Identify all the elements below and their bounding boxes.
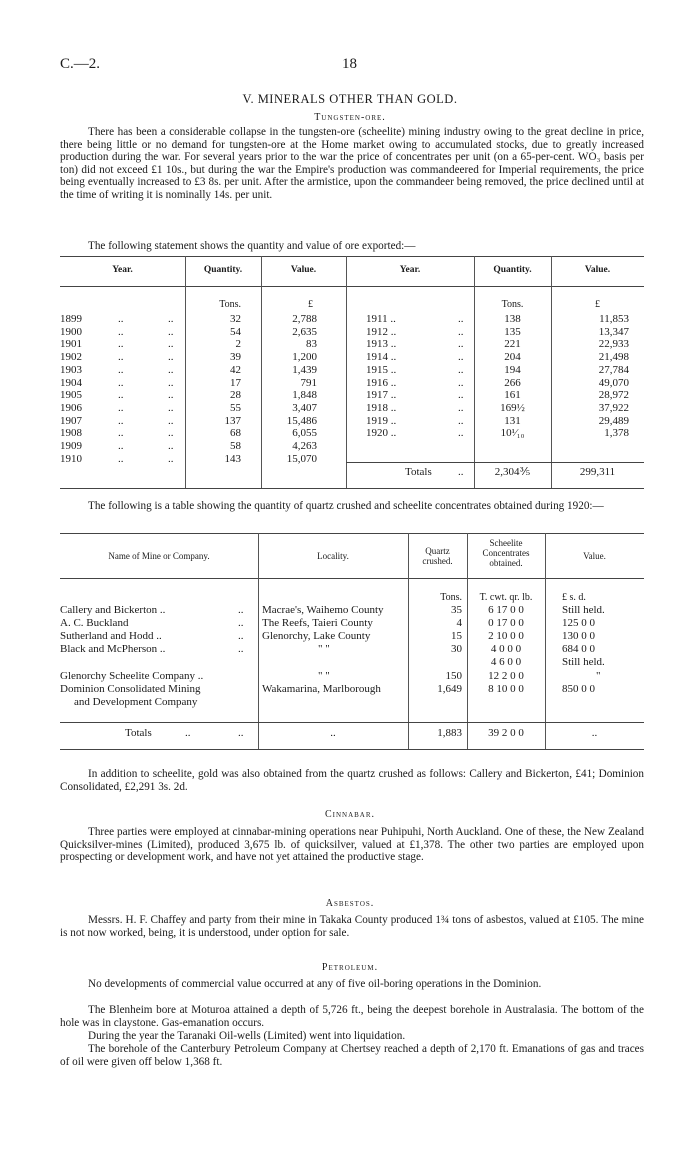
export-quantity: 39 — [230, 351, 241, 364]
col-scheelite-line1: Scheelite — [489, 538, 523, 548]
quartz-mine: Black and McPherson .. — [60, 643, 166, 656]
export-value: 37,922 — [598, 401, 629, 414]
export-year: 1905 — [60, 389, 82, 402]
tungsten-paragraph: There has been a considerable collapse in the tungsten-ore (scheelite) mining industry owing to the great decline in price, there being little or no demand for tungsten-ore at the Home market owing to accumulated stocks, due to greatly increased production during the war. For several years prior to the war the price of concentrates per unit (on a 65-per-cent. WO₃ basis per ton) did not exceed £1 10s., but during the war the Empire's production was commandeered for Imperial requirements, the price being eventually increased to £3 8s. per unit. After the armistice, upon the commandeer being removed, the price declined until at the time of writing it is nominally 14s. per unit. — [60, 126, 644, 201]
export-year: 1907 — [60, 414, 82, 427]
export-year: 1910 — [60, 452, 82, 465]
quartz-totals-quartz: 1,883 — [437, 727, 462, 739]
leader-dots: .. — [168, 313, 174, 325]
export-quantity: 143 — [224, 452, 241, 465]
export-value: 3,407 — [292, 401, 317, 414]
scheelite-obtained: 2 10 0 0 — [488, 630, 524, 643]
leader-dots: .. — [168, 427, 174, 440]
leader-dots: .. — [458, 427, 464, 440]
document-reference: C.—2. — [60, 56, 101, 72]
leader-dots: .. — [458, 313, 464, 325]
col-scheelite — [467, 538, 545, 568]
export-quantity: 138 — [504, 313, 521, 325]
quartz-crushed: 35 — [451, 604, 462, 616]
section-title: V. MINERALS OTHER THAN GOLD. — [242, 92, 458, 106]
export-quantity: 32 — [230, 313, 241, 325]
export-value: 2,635 — [292, 325, 317, 338]
quartz-mine: A. C. Buckland — [60, 617, 129, 630]
leader-dots: .. — [168, 325, 174, 338]
unit-pounds: £ — [308, 299, 313, 310]
leader-dots: .. — [458, 414, 464, 427]
quartz-value: 130 0 0 — [562, 630, 595, 643]
quartz-totals-value: .. — [591, 727, 598, 739]
export-quantity: 169½ — [500, 401, 525, 414]
cinnabar-heading: Cinnabar. — [324, 809, 376, 820]
quartz-locality: Macrae's, Waihemo County — [262, 604, 384, 616]
scheelite-obtained: 4 6 0 0 — [490, 656, 522, 669]
export-quantity: 54 — [230, 325, 241, 338]
gold-note: In addition to scheelite, gold was also obtained from the quartz crushed as follows: Callery and Bickerton, £41; Dominion Consolidated, £2,291 3s. 2d. — [60, 768, 644, 793]
export-quantity: 266 — [504, 376, 521, 389]
export-value: 22,933 — [598, 338, 629, 351]
leader-dots: .. — [168, 338, 174, 351]
unit-pounds-2: £ — [595, 299, 600, 310]
export-year: 1902 — [60, 351, 82, 364]
export-value: 15,070 — [286, 452, 317, 465]
scheelite-obtained: 8 10 0 0 — [488, 682, 524, 695]
leader-dots: .. — [118, 338, 124, 351]
leader-dots: .. — [458, 376, 464, 389]
leader-dots: .. — [118, 389, 124, 402]
export-value: 27,784 — [598, 363, 629, 376]
col-quartz — [408, 546, 467, 566]
quartz-totals-scheelite: 39 2 0 0 — [488, 727, 524, 739]
totals-dots: .. — [458, 466, 464, 478]
leader-dots: .. — [458, 325, 464, 338]
quartz-value: Still held. — [562, 656, 605, 669]
leader-dots: .. — [168, 414, 174, 427]
quartz-intro: The following is a table showing the quantity of quartz crushed and scheelite concentrates obtained during 1920:— — [88, 500, 604, 512]
quartz-value: 125 0 0 — [562, 617, 595, 630]
export-quantity: 194 — [504, 363, 521, 376]
cinnabar-paragraph: Three parties were employed at cinnabar-mining operations near Puhipuhi, North Auckland. One of these, the New Zealand Quicksilver-mines (Limited), produced 3,675 lb. of quicksilver, valued at £1,378. The other two parties are employed upon prospecting or development work, and have not yet attained the productive stage. — [60, 826, 644, 864]
quartz-crushed: 1,649 — [437, 682, 462, 695]
quartz-crushed: 4 — [456, 617, 462, 630]
export-year: 1900 — [60, 325, 82, 338]
leader-dots: .. — [118, 452, 124, 465]
export-value: 83 — [306, 338, 317, 351]
export-year: 1906 — [60, 401, 82, 414]
quartz-value: " — [596, 669, 601, 682]
export-value: 791 — [300, 376, 317, 389]
quartz-locality: Wakamarina, Marlborough — [262, 682, 381, 695]
export-quantity: 135 — [504, 325, 521, 338]
export-year: 1909 — [60, 440, 82, 452]
leader-dots: .. — [118, 376, 124, 389]
export-quantity: 137 — [224, 414, 241, 427]
export-quantity: 10¹⁄₁₀ — [500, 427, 525, 440]
export-value: 1,378 — [604, 427, 629, 440]
export-value: 2,788 — [292, 313, 317, 325]
export-quantity: 161 — [504, 389, 521, 402]
export-quantity: 55 — [230, 401, 241, 414]
col-quartz-line2: crushed. — [422, 556, 453, 566]
leader-dots: .. — [238, 643, 244, 656]
unit-tons-2: Tons. — [501, 299, 524, 310]
col-year-2: Year. — [399, 265, 421, 275]
leader-dots: .. — [118, 363, 124, 376]
export-value: 13,347 — [598, 325, 629, 338]
leader-dots: .. — [238, 617, 244, 630]
quartz-mine: and Development Company — [74, 695, 198, 708]
export-value: 49,070 — [598, 376, 629, 389]
quartz-locality: Glenorchy, Lake County — [262, 630, 371, 643]
scheelite-obtained: 6 17 0 0 — [488, 604, 524, 616]
quartz-unit: Tons. — [440, 592, 462, 603]
leader-dots: .. — [458, 363, 464, 376]
export-quantity: 17 — [230, 376, 241, 389]
petroleum-p1: No developments of commercial value occurred at any of five oil-boring operations in the Dominion. — [88, 978, 542, 990]
export-year: 1903 — [60, 363, 82, 376]
export-year: 1917 .. — [366, 389, 397, 402]
leader-dots: .. — [118, 427, 124, 440]
leader-dots: .. — [168, 440, 174, 452]
asbestos-heading: Asbestos. — [325, 898, 375, 909]
export-value: 29,489 — [598, 414, 629, 427]
quartz-locality: " " — [318, 643, 330, 656]
export-value: 1,439 — [292, 363, 317, 376]
export-year: 1919 .. — [366, 414, 397, 427]
quartz-totals-dots1: .. — [185, 727, 191, 739]
export-year: 1899 — [60, 313, 82, 325]
petroleum-p4: The borehole of the Canterbury Petroleum Company at Chertsey reached a depth of 2,170 ft. Emanations of gas and traces of oil were given off below 1,368 ft. — [60, 1043, 644, 1068]
leader-dots: .. — [168, 363, 174, 376]
quartz-mine: Sutherland and Hodd .. — [60, 630, 162, 643]
leader-dots: .. — [168, 389, 174, 402]
leader-dots: .. — [118, 313, 124, 325]
quartz-crushed: 150 — [445, 669, 462, 682]
leader-dots: .. — [458, 351, 464, 364]
quartz-crushed: 30 — [451, 643, 462, 656]
export-quantity: 58 — [230, 440, 241, 452]
totals-label: Totals — [405, 466, 432, 478]
petroleum-heading: Petroleum. — [321, 962, 379, 973]
leader-dots: .. — [118, 351, 124, 364]
export-year: 1916 .. — [366, 376, 397, 389]
col-mine: Name of Mine or Company. — [108, 551, 210, 561]
col-value-quartz: Value. — [583, 551, 606, 561]
page-number: 18 — [342, 56, 357, 72]
unit-tons: Tons. — [219, 299, 241, 310]
leader-dots: .. — [168, 401, 174, 414]
export-quantity: 42 — [230, 363, 241, 376]
export-quantity: 221 — [504, 338, 521, 351]
quartz-mine: Dominion Consolidated Mining — [60, 682, 201, 695]
col-quantity-2: Quantity. — [493, 265, 532, 275]
export-quantity: 131 — [504, 414, 521, 427]
col-value: Value. — [290, 265, 317, 275]
export-value: 21,498 — [598, 351, 629, 364]
export-year: 1913 .. — [366, 338, 397, 351]
totals-value: 299,311 — [579, 466, 616, 478]
totals-quantity: 2,304⅗ — [494, 466, 531, 478]
quartz-totals-locality: .. — [330, 727, 336, 739]
leader-dots: .. — [168, 376, 174, 389]
petroleum-p3: During the year the Taranaki Oil-wells (Limited) went into liquidation. — [88, 1030, 406, 1042]
leader-dots: .. — [458, 389, 464, 402]
col-year: Year. — [112, 265, 133, 275]
leader-dots: .. — [118, 401, 124, 414]
quartz-mine: Glenorchy Scheelite Company .. — [60, 669, 204, 682]
export-year: 1920 .. — [366, 427, 397, 440]
col-scheelite-line3: obtained. — [489, 558, 523, 568]
leader-dots: .. — [458, 338, 464, 351]
export-year: 1901 — [60, 338, 82, 351]
quartz-totals-label: Totals — [125, 727, 152, 739]
leader-dots: .. — [118, 414, 124, 427]
quartz-value: 684 0 0 — [562, 643, 595, 656]
petroleum-p2: The Blenheim bore at Moturoa attained a depth of 5,726 ft., being the deepest borehole in Australasia. The bottom of the hole was in claystone. Gas-emanation occurs. — [60, 1004, 644, 1029]
quartz-crushed: 15 — [451, 630, 462, 643]
export-year: 1904 — [60, 376, 82, 389]
leader-dots: .. — [458, 401, 464, 414]
export-quantity: 204 — [504, 351, 521, 364]
leader-dots: .. — [238, 630, 244, 643]
col-locality: Locality. — [317, 551, 349, 561]
leader-dots: .. — [168, 452, 174, 465]
export-year: 1908 — [60, 427, 82, 440]
export-value: 4,263 — [292, 440, 317, 452]
export-value: 28,972 — [598, 389, 629, 402]
export-year: 1918 .. — [366, 401, 397, 414]
leader-dots: .. — [118, 325, 124, 338]
quartz-totals-dots2: .. — [238, 727, 244, 739]
scheelite-unit: T. cwt. qr. lb. — [479, 592, 533, 603]
export-intro: The following statement shows the quantity and value of ore exported:— — [88, 240, 416, 252]
scheelite-obtained: 0 17 0 0 — [488, 617, 524, 630]
col-value-2: Value. — [584, 265, 611, 275]
col-scheelite-line2: Concentrates — [482, 548, 530, 558]
leader-dots: .. — [118, 440, 124, 452]
export-value: 1,848 — [292, 389, 317, 402]
quartz-value: Still held. — [562, 604, 605, 616]
export-quantity: 2 — [235, 338, 241, 351]
export-value: 6,055 — [292, 427, 317, 440]
leader-dots: .. — [238, 604, 244, 616]
export-quantity: 68 — [230, 427, 241, 440]
quartz-mine: Callery and Bickerton .. — [60, 604, 166, 616]
export-year: 1912 .. — [366, 325, 397, 338]
export-value: 11,853 — [599, 313, 629, 325]
quartz-locality: The Reefs, Taieri County — [262, 617, 373, 630]
quartz-locality: " " — [318, 669, 330, 682]
quartz-value: 850 0 0 — [562, 682, 595, 695]
tungsten-heading: Tungsten-ore. — [314, 112, 386, 123]
scheelite-obtained: 12 2 0 0 — [488, 669, 524, 682]
leader-dots: .. — [168, 351, 174, 364]
export-value: 15,486 — [286, 414, 317, 427]
col-quantity: Quantity. — [203, 265, 243, 275]
value-unit: £ s. d. — [562, 592, 586, 603]
col-quartz-line1: Quartz — [425, 546, 450, 556]
export-year: 1911 .. — [366, 313, 396, 325]
export-quantity: 28 — [230, 389, 241, 402]
export-year: 1915 .. — [366, 363, 397, 376]
scheelite-obtained: 4 0 0 0 — [490, 643, 522, 656]
export-year: 1914 .. — [366, 351, 397, 364]
export-value: 1,200 — [292, 351, 317, 364]
asbestos-paragraph: Messrs. H. F. Chaffey and party from their mine in Takaka County produced 1¾ tons of asbestos, valued at £105. The mine is not now worked, being, it is understood, under option for sale. — [60, 914, 644, 939]
